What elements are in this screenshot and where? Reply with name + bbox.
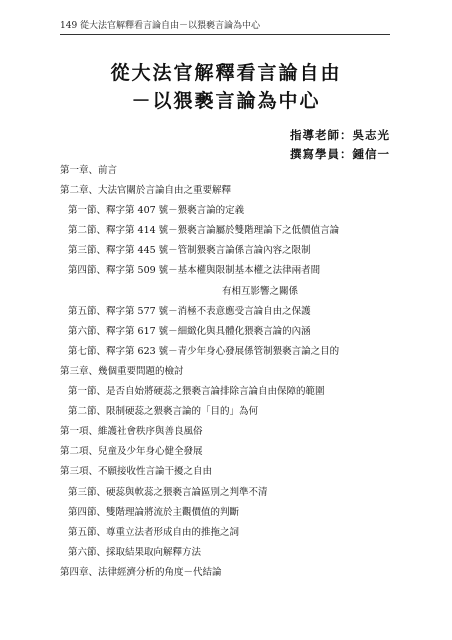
- table-of-contents: [60, 161, 400, 583]
- toc-entry: 第二節、釋字第 414 號－猥褻言論屬於雙階理論下之低價值言論: [68, 225, 340, 237]
- toc-entry: 第四節、釋字第 509 號－基本權與限制基本權之法律兩者間: [68, 265, 321, 277]
- toc-entry: 第五節、尊重立法者形成自由的推拖之詞: [68, 526, 240, 538]
- header-rule: [60, 34, 390, 35]
- toc-entry: 第七節、釋字第 623 號－青少年身心發展係管制猥褻言論之目的: [68, 345, 340, 357]
- running-header: 149 從大法官解釋看言論自由－以猥褻言論為中心: [60, 21, 261, 31]
- toc-entry: 第二節、限制硬蕊之猥褻言論的「目的」為何: [68, 406, 259, 418]
- toc-entry: 第一節、釋字第 407 號－猥褻言論的定義: [68, 205, 245, 217]
- title-line-1: 從大法官解釋看言論自由: [110, 62, 342, 84]
- toc-entry: 第四節、雙階理論將流於主觀價值的判斷: [68, 506, 240, 518]
- toc-entry: 第五節、釋字第 577 號－消極不表意應受言論自由之保護: [68, 305, 311, 317]
- toc-entry: 有相互影響之關係: [221, 285, 298, 297]
- title-line-2: －以猥褻言論為中心: [131, 90, 321, 112]
- toc-entry: 第四章、法律經濟分析的角度－代結論: [60, 566, 222, 578]
- toc-entry: 第二章、大法官關於言論自由之重要解釋: [60, 185, 232, 197]
- toc-entry: 第一節、是否自始將硬蕊之猥褻言論排除言論自由保障的範圍: [68, 386, 325, 398]
- toc-entry: 第三節、硬蕊與軟蕊之猥褻言論區別之判準不清: [68, 486, 268, 498]
- toc-entry: 第三節、釋字第 445 號－管制猥褻言論係言論內容之限制: [68, 245, 311, 257]
- toc-entry: 第三章、幾個重要問題的檢討: [60, 365, 184, 377]
- toc-entry: 第一項、維護社會秩序與善良風俗: [60, 426, 203, 438]
- toc-entry: 第二項、兒童及少年身心健全發展: [60, 446, 203, 458]
- toc-entry: 第一章、前言: [60, 165, 118, 176]
- toc-entry: 第三項、不願接收性言論干擾之自由: [60, 466, 213, 478]
- toc-entry: 第六節、採取結果取向解釋方法: [68, 546, 202, 558]
- toc-entry: 第六節、釋字第 617 號－細緻化與具體化猥褻言論的內涵: [68, 325, 311, 337]
- writer-line: 撰寫學員：鍾信一: [290, 147, 390, 161]
- advisor-line: 指導老師：吳志光: [290, 128, 390, 142]
